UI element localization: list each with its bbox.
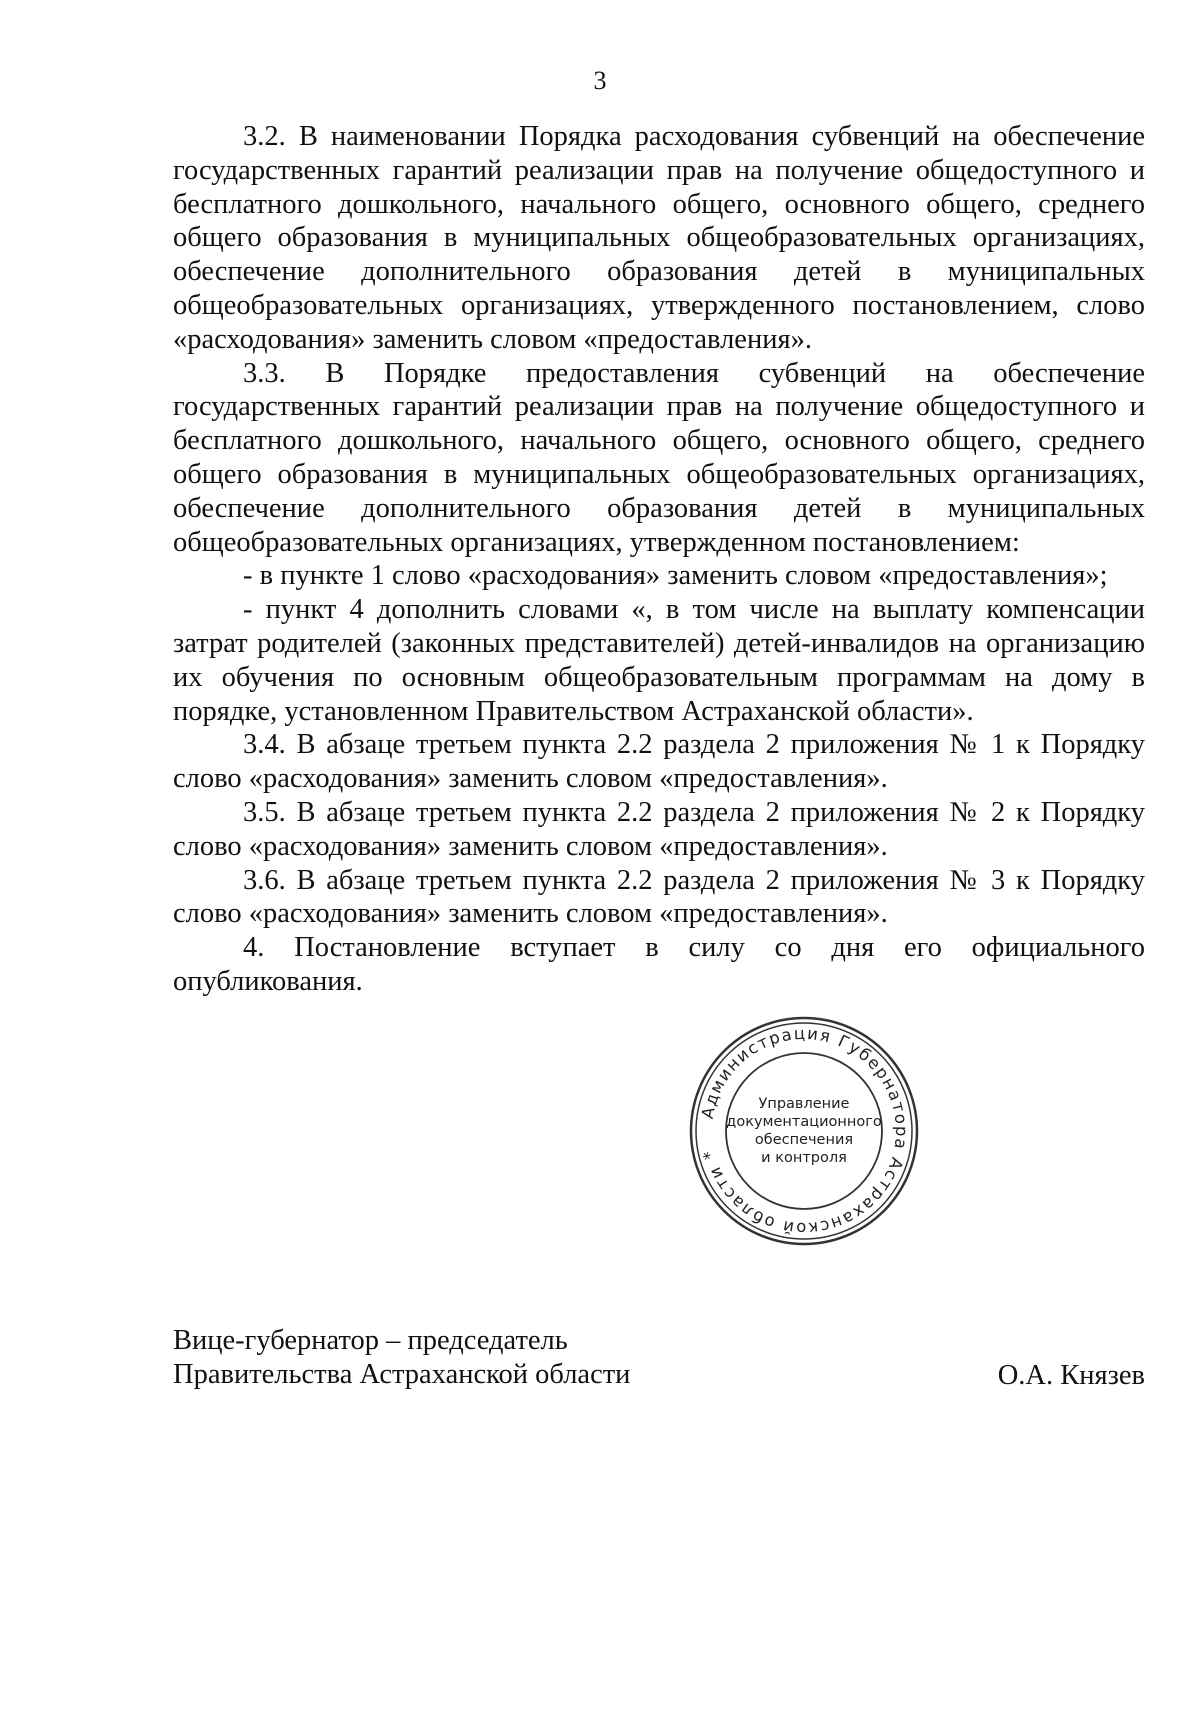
document-body xyxy=(173,120,1145,999)
paragraph-4: 4. Постановление вступает в силу со дня его официального опубликования. xyxy=(173,932,1145,997)
seal-line-3: обеспечения xyxy=(754,1132,854,1148)
signatory-name: О.А. Князев xyxy=(997,1360,1145,1391)
signatory-position xyxy=(173,1324,630,1392)
seal-line-2: документационного xyxy=(726,1114,882,1130)
seal-line-4: и контроля xyxy=(761,1150,847,1166)
paragraph-3-5: 3.5. В абзаце третьем пункта 2.2 раздела 2 приложения № 2 к Порядку слово «расходования» заменить словом «предоставления». xyxy=(173,796,1145,862)
seal-center-text xyxy=(688,1015,920,1247)
paragraph-3-3-item-1: - в пункте 1 слово «расходования» заменить словом «предоставления»; xyxy=(243,560,1108,592)
paragraph-3-3-item-2: - пункт 4 дополнить словами «, в том числе на выплату компенсации затрат родителей (законных представителей) детей-инвалидов на организацию их обучения по основным общеобразовательным программам на дому в порядке, установленном Правительством Астраханской области». xyxy=(173,594,1145,727)
svg-text:Администрация Губернатора Астр: Администрация Губернатора Астраханской области * xyxy=(697,1023,912,1239)
signatory-position-line1: Вице-губернатор – председатель xyxy=(173,1325,568,1356)
official-seal xyxy=(688,1015,920,1247)
paragraph-3-3: 3.3. В Порядке предоставления субвенций на обеспечение государственных гарантий реализации прав на получение общедоступного и бесплатного дошкольного, начального общего, основного общего, среднего общего образования в муниципальных общеобразовательных организациях, обеспечение дополнительного образования детей в муниципальных общеобразовательных организациях, утвержденном постановлением: xyxy=(173,357,1145,558)
seal-line-1: Управление xyxy=(758,1096,850,1112)
signatory-position-line2: Правительства Астраханской области xyxy=(173,1358,631,1390)
paragraph-3-2: 3.2. В наименовании Порядка расходования субвенций на обеспечение государственных гарантий реализации прав на получение общедоступного и бесплатного дошкольного, начального общего, основного общего, среднего общего образования в муниципальных общеобразовательных организациях, обеспечение дополнительного образования детей в муниципальных общеобразовательных организациях, утвержденного постановлением, слово «расходования» заменить словом «предоставления». xyxy=(173,121,1145,355)
paragraph-3-4: 3.4. В абзаце третьем пункта 2.2 раздела 2 приложения № 1 к Порядку слово «расходования» заменить словом «предоставления». xyxy=(173,729,1145,795)
signature-block xyxy=(173,1053,1145,1391)
paragraph-3-6: 3.6. В абзаце третьем пункта 2.2 раздела 2 приложения № 3 к Порядку слово «расходования» заменить словом «предоставления». xyxy=(173,864,1145,930)
page-number: 3 xyxy=(593,66,607,95)
